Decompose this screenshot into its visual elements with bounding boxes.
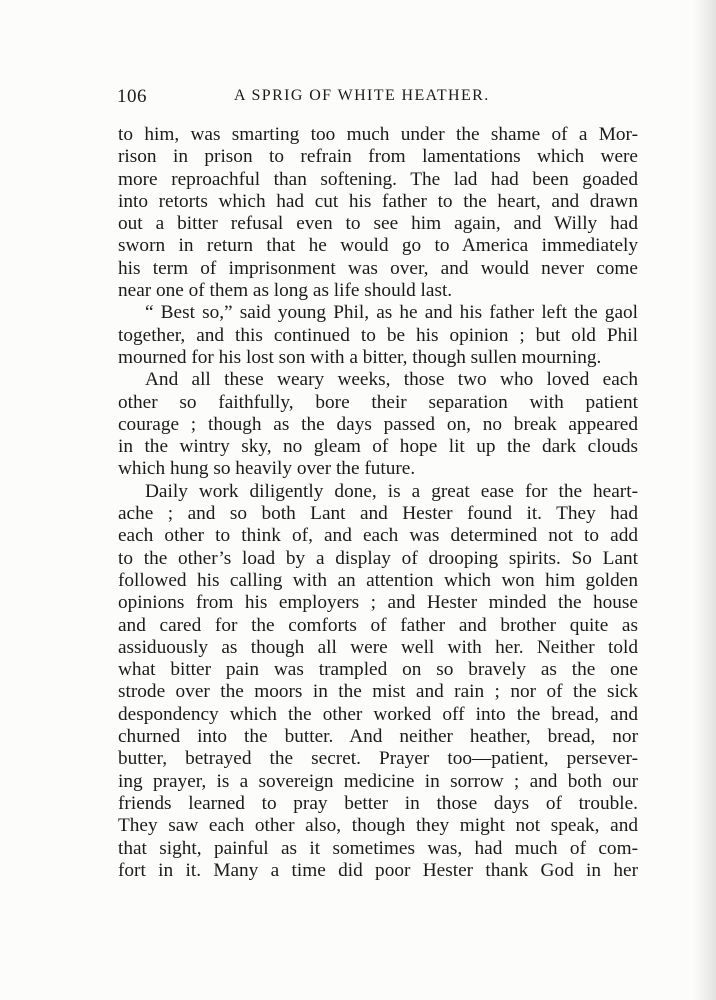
text-line: each other to think of, and each was determined not to add (118, 525, 638, 547)
text-line: followed his calling with an attention which won him golden (118, 569, 638, 591)
text-line: sworn in return that he would go to America immediately (118, 235, 638, 257)
text-line: And all these weary weeks, those two who loved each (145, 369, 638, 391)
text-line: fort in it. Many a time did poor Hester thank God in her (118, 859, 638, 881)
text-line: other so faithfully, bore their separation with patient (118, 391, 638, 413)
text-line: more reproachful than softening. The lad had been goaded (118, 168, 638, 190)
text-line: mourned for his lost son with a bitter, though sullen mourning. (118, 346, 602, 368)
text-line: his term of imprisonment was over, and would never come (118, 257, 638, 279)
text-line: what bitter pain was trampled on so bravely as the one (118, 659, 638, 681)
text-line: near one of them as long as life should last. (118, 280, 453, 302)
page-number: 106 (117, 86, 147, 107)
running-title: A SPRIG OF WHITE HEATHER. (234, 87, 490, 104)
text-line: opinions from his employers ; and Hester minded the house (118, 592, 638, 614)
text-line: churned into the butter. And neither heather, bread, nor (118, 726, 638, 748)
text-line: and cared for the comforts of father and brother quite as (118, 614, 638, 636)
text-line: Daily work diligently done, is a great ease for the heart- (145, 480, 638, 502)
text-line: “ Best so,” said young Phil, as he and his father left the gaol (145, 302, 638, 324)
text-line: despondency which the other worked off into the bread, and (118, 703, 638, 725)
text-line: to the other’s load by a display of drooping spirits. So Lant (118, 547, 638, 569)
text-line: in the wintry sky, no gleam of hope lit up the dark clouds (118, 436, 638, 458)
text-line: that sight, painful as it sometimes was, had much of com- (118, 837, 638, 859)
page-header (117, 86, 637, 110)
text-line: out a bitter refusal even to see him again, and Willy had (118, 213, 638, 235)
text-line: ache ; and so both Lant and Hester found it. They had (118, 503, 638, 525)
text-line: butter, betrayed the secret. Prayer too—patient, persever- (118, 748, 638, 770)
text-line: assiduously as though all were well with her. Neither told (118, 636, 638, 658)
text-line: into retorts which had cut his father to the heart, and drawn (118, 190, 638, 212)
text-line: which hung so heavily over the future. (118, 458, 416, 480)
text-line: strode over the moors in the mist and rain ; nor of the sick (118, 681, 638, 703)
text-line: to him, was smarting too much under the shame of a Mor- (118, 124, 638, 145)
text-line: rison in prison to refrain from lamentations which were (118, 146, 638, 168)
text-line: They saw each other also, though they might not speak, and (118, 815, 638, 837)
body-text (118, 124, 638, 882)
text-line: together, and this continued to be his opinion ; but old Phil (118, 324, 638, 346)
text-line: friends learned to pray better in those days of trouble. (118, 792, 638, 814)
text-line: courage ; though as the days passed on, no break appeared (118, 413, 638, 435)
page-edge-shadow (694, 0, 716, 1000)
text-line: ing prayer, is a sovereign medicine in sorrow ; and both our (118, 770, 638, 792)
